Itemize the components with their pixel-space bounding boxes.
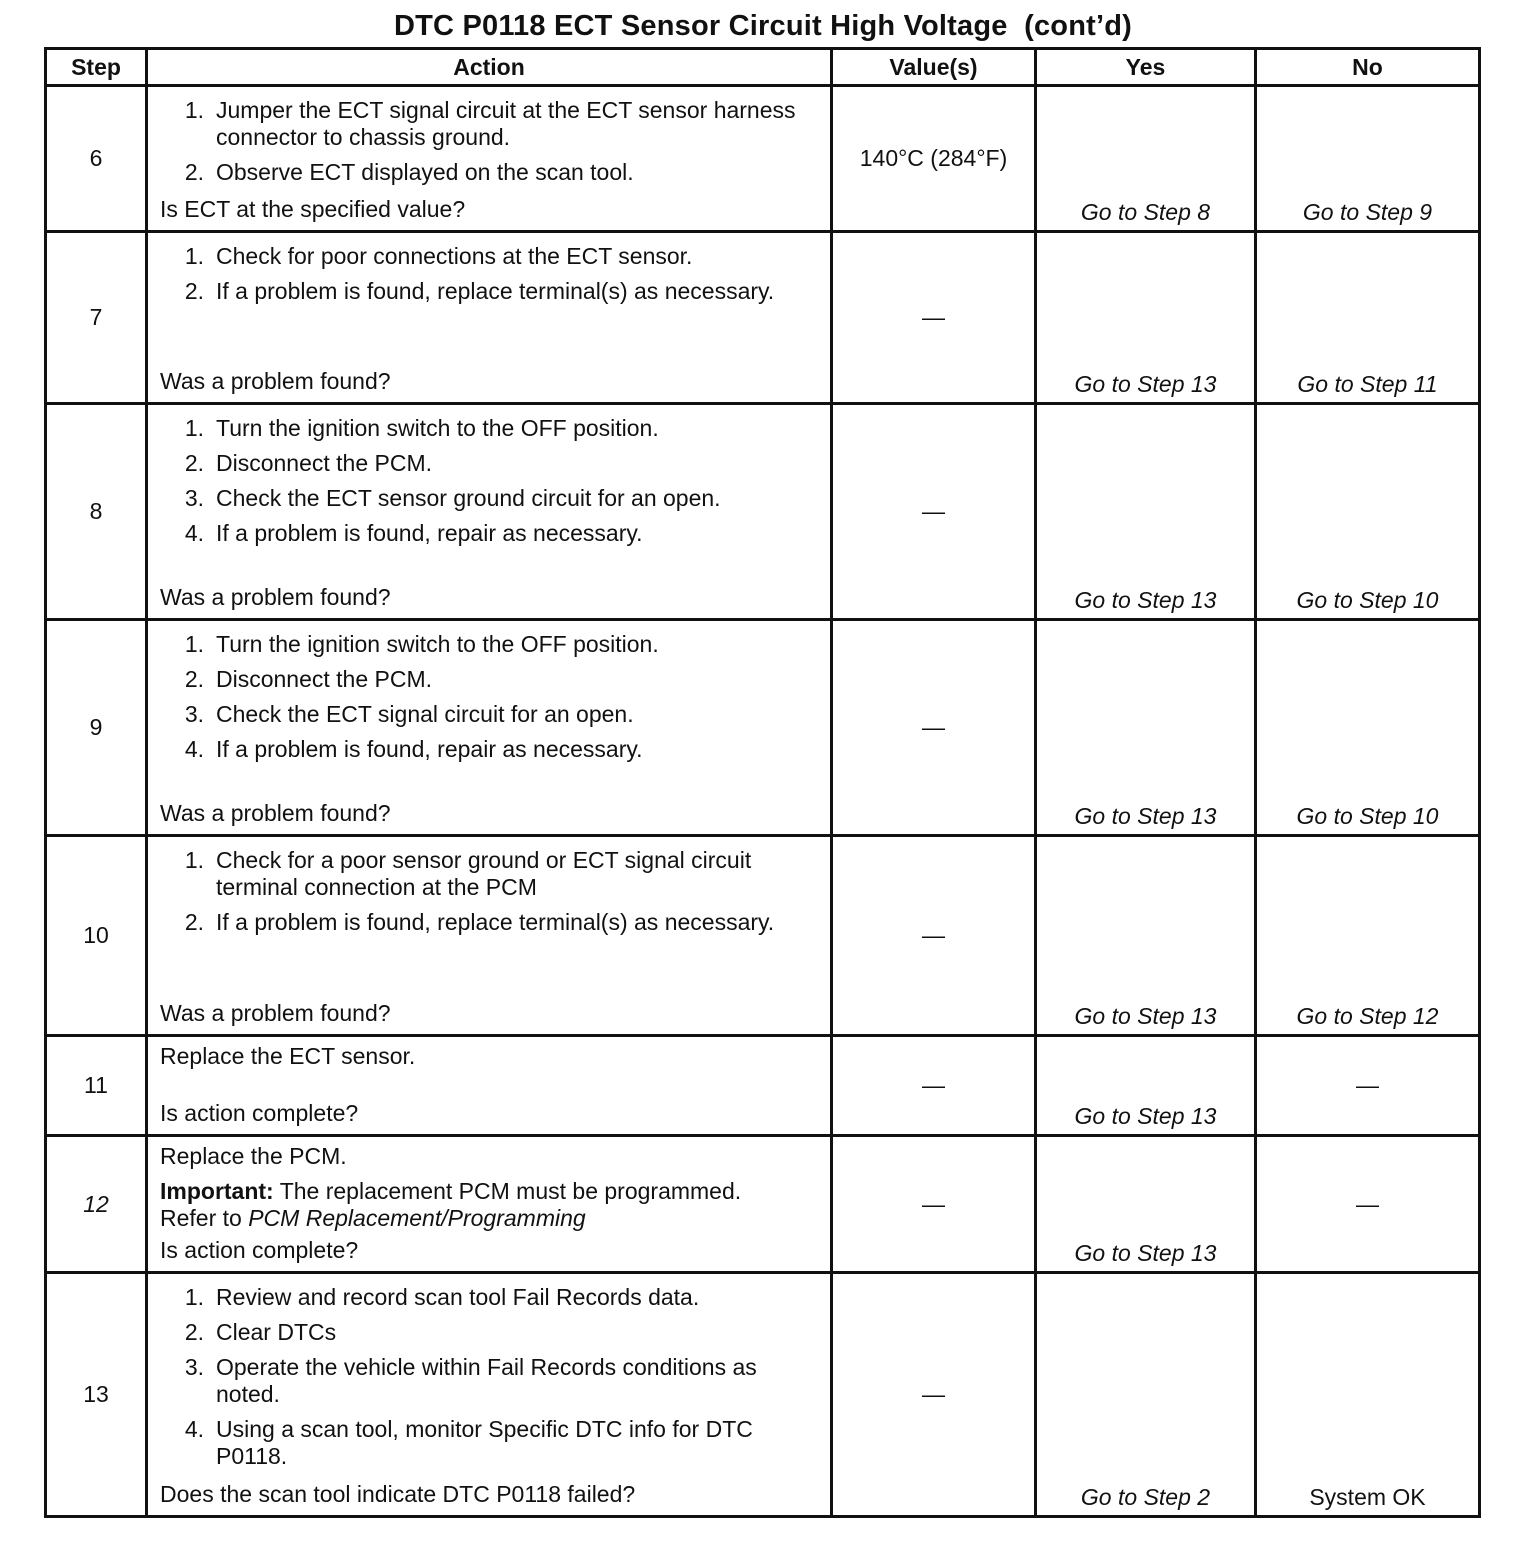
list-item: 1. Jumper the ECT signal circuit at the ECT sensor harness connector to chassis ground. [184, 97, 796, 150]
question-text: Was a problem found? [160, 800, 391, 826]
value-cell: — [832, 404, 1036, 620]
yes-cell: Go to Step 13 [1036, 1036, 1256, 1136]
list-item: 2. Clear DTCs [184, 1319, 337, 1345]
list-item: 4. Using a scan tool, monitor Specific DTC info for DTC P0118. [184, 1416, 753, 1469]
question-text: Is ECT at the specified value? [160, 196, 466, 222]
table-row [46, 620, 1480, 836]
refer-link[interactable]: PCM Replacement/Programming [248, 1205, 586, 1231]
no-cell: Go to Step 11 [1256, 232, 1480, 404]
no-cell: Go to Step 10 [1256, 404, 1480, 620]
refer-prefix: Refer to [160, 1205, 249, 1231]
table-header-row [46, 49, 1480, 86]
important-label: Important: [160, 1178, 274, 1204]
page-title: DTC P0118 ECT Sensor Circuit High Voltage (cont’d) [394, 10, 1132, 42]
list-item: 1. Check for a poor sensor ground or ECT signal circuit terminal connection at the PCM [184, 847, 752, 900]
list-item: 1. Turn the ignition switch to the OFF position. [184, 631, 659, 657]
table-row [46, 404, 1480, 620]
table-row [46, 86, 1480, 232]
step-number: 13 [46, 1273, 147, 1517]
list-item: 3. Operate the vehicle within Fail Records conditions as noted. [184, 1354, 757, 1407]
value-cell: — [832, 1036, 1036, 1136]
no-cell: — [1256, 1036, 1480, 1136]
table-row [46, 1136, 1480, 1273]
list-item: 4. If a problem is found, repair as necessary. [184, 736, 643, 762]
action-cell [147, 404, 832, 620]
yes-cell: Go to Step 13 [1036, 836, 1256, 1036]
question-text: Was a problem found? [160, 584, 391, 610]
value-cell: — [832, 232, 1036, 404]
list-item: 3. Check the ECT sensor ground circuit for an open. [184, 485, 721, 511]
no-cell: Go to Step 10 [1256, 620, 1480, 836]
action-cell [147, 620, 832, 836]
table-row [46, 232, 1480, 404]
yes-cell: Go to Step 13 [1036, 232, 1256, 404]
list-item: 2. Disconnect the PCM. [184, 666, 433, 692]
value-cell: — [832, 620, 1036, 836]
list-item: 1. Check for poor connections at the ECT sensor. [184, 243, 693, 269]
list-item: 2. If a problem is found, replace terminal(s) as necessary. [184, 909, 775, 935]
header-step: Step [46, 49, 147, 86]
yes-cell: Go to Step 2 [1036, 1273, 1256, 1517]
header-values: Value(s) [832, 49, 1036, 86]
value-cell: 140°C (284°F) [832, 86, 1036, 232]
table-row [46, 836, 1480, 1036]
table-row [46, 1273, 1480, 1517]
step-number: 10 [46, 836, 147, 1036]
yes-cell: Go to Step 8 [1036, 86, 1256, 232]
diagnostic-table [44, 47, 1481, 1518]
yes-cell: Go to Step 13 [1036, 620, 1256, 836]
list-item: 2. Disconnect the PCM. [184, 450, 433, 476]
question-text: Was a problem found? [160, 1000, 391, 1026]
step-number: 7 [46, 232, 147, 404]
step-number: 8 [46, 404, 147, 620]
list-item: 1. Turn the ignition switch to the OFF position. [184, 415, 659, 441]
step-number: 12 [46, 1136, 147, 1273]
action-cell [147, 836, 832, 1036]
step-number: 9 [46, 620, 147, 836]
action-text: Replace the PCM. [160, 1143, 347, 1169]
step-number: 6 [46, 86, 147, 232]
list-item: 4. If a problem is found, repair as necessary. [184, 520, 643, 546]
important-note [160, 1178, 818, 1205]
header-yes: Yes [1036, 49, 1256, 86]
no-cell: — [1256, 1136, 1480, 1273]
value-cell: — [832, 1273, 1036, 1517]
action-cell [147, 1136, 832, 1273]
question-text: Is action complete? [160, 1100, 359, 1126]
yes-cell: Go to Step 13 [1036, 1136, 1256, 1273]
header-action: Action [147, 49, 832, 86]
no-cell: Go to Step 9 [1256, 86, 1480, 232]
list-item: 2. Observe ECT displayed on the scan tool. [184, 159, 634, 185]
action-text: Replace the ECT sensor. [160, 1043, 416, 1069]
no-cell: Go to Step 12 [1256, 836, 1480, 1036]
action-cell [147, 1036, 832, 1136]
important-text: The replacement PCM must be programmed. [273, 1178, 742, 1204]
no-cell: System OK [1256, 1273, 1480, 1517]
list-item: 1. Review and record scan tool Fail Records data. [184, 1284, 700, 1310]
list-item: 3. Check the ECT signal circuit for an open. [184, 701, 634, 727]
action-cell [147, 1273, 832, 1517]
action-cell [147, 232, 832, 404]
list-item: 2. If a problem is found, replace terminal(s) as necessary. [184, 278, 775, 304]
yes-cell: Go to Step 13 [1036, 404, 1256, 620]
header-no: No [1256, 49, 1480, 86]
question-text: Does the scan tool indicate DTC P0118 failed? [160, 1481, 636, 1507]
value-cell: — [832, 1136, 1036, 1273]
question-text: Is action complete? [160, 1237, 359, 1263]
question-text: Was a problem found? [160, 368, 391, 394]
value-cell: — [832, 836, 1036, 1036]
step-number: 11 [46, 1036, 147, 1136]
action-cell [147, 86, 832, 232]
refer-line [160, 1205, 818, 1232]
table-row [46, 1036, 1480, 1136]
